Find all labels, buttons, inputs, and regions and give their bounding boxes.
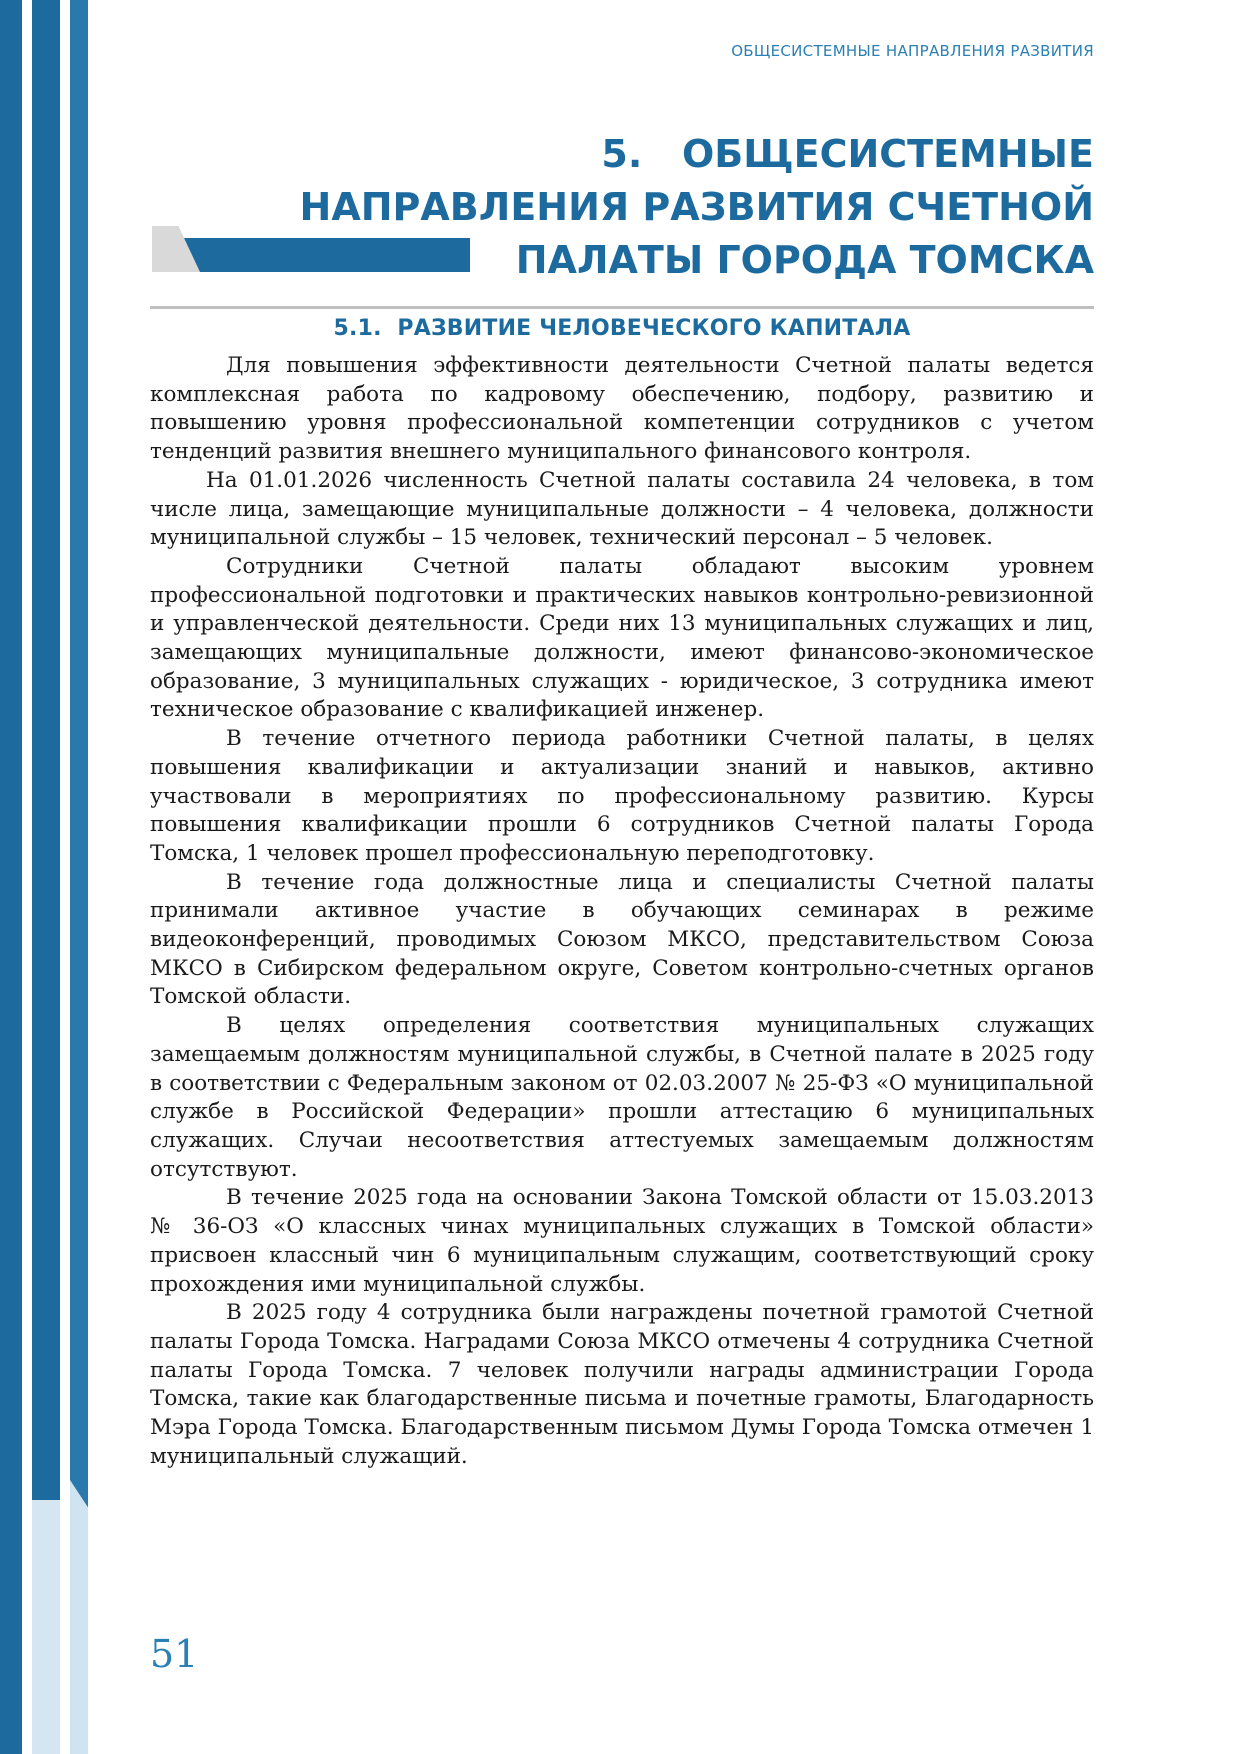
running-head: ОБЩЕСИСТЕМНЫЕ НАПРАВЛЕНИЯ РАЗВИТИЯ: [731, 42, 1094, 60]
paragraph-3: Сотрудники Счетной палаты обладают высоким уровнем профессиональной подготовки и практических навыков контрольно-ревизионной и управленческой деятельности. Среди них 13 муниципальных служащих и лиц, замещающих муниципальные должности, имеют финансово-экономическое образование, 3 муниципальных служащих - юридическое, 3 сотрудника имеют техническое образование с квалификацией инженер.: [150, 553, 1094, 723]
paragraph-4: В течение отчетного периода работники Счетной палаты, в целях повышения квалификации и актуализации знаний и навыков, активно участвовали в мероприятиях по профессиональному развитию. Курсы повышения квалификации прошли 6 сотрудников Счетной палаты Города Томска, 1 человек прошел профессиональную переподготовку.: [150, 726, 1094, 866]
side-stripe-pale-3: [70, 1480, 88, 1754]
section-title: 5.1. РАЗВИТИЕ ЧЕЛОВЕЧЕСКОГО КАПИТАЛА: [333, 316, 911, 341]
chapter-title-line-2: НАПРАВЛЕНИЯ РАЗВИТИЯ СЧЕТНОЙ: [299, 185, 1094, 229]
paragraph-6: В целях определения соответствия муниципальных служащих замещаемым должностям муниципальной службы, в Счетной палате в 2025 году в соответствии с Федеральным законом от 02.03.2007 № 25-ФЗ «О муниципальной службе в Российской Федерации» прошли аттестацию 6 муниципальных служащих. Случаи несоответствия аттестуемых замещаемым должностям отсутствуют.: [150, 1013, 1094, 1182]
chapter-title-line-3: ПАЛАТЫ ГОРОДА ТОМСКА: [515, 238, 1094, 282]
paragraph-2: На 01.01.2026 численность Счетной палаты составила 24 человека, в том числе лица, замещающие муниципальные должности – 4 человека, должности муниципальной службы – 15 человек, технический персонал – 5 человек.: [150, 467, 1094, 551]
paragraph-7: В течение 2025 года на основании Закона Томской области от 15.03.2013 № 36-ОЗ «О классных чинах муниципальных служащих в Томской области» присвоен классный чин 6 муниципальным служащим, соответствующий сроку прохождения ими муниципальной службы.: [150, 1185, 1094, 1297]
side-stripe-gap-2: [60, 0, 70, 1754]
paragraph-8: В 2025 году 4 сотрудника были награждены почетной грамотой Счетной палаты Города Томска. Наградами Союза МКСО отмечены 4 сотрудника Счетной палаты Города Томска. 7 человек получили награды администрации Города Томска, такие как благодарственные письма и почетные грамоты, Благодарность Мэра Города Томска. Благодарственным письмом Думы Города Томска отмечен 1 муниципальный служащий.: [150, 1300, 1094, 1469]
side-stripe-gap-1: [22, 0, 32, 1754]
side-stripe-pale-2: [32, 1500, 60, 1754]
side-stripe-2: [32, 0, 60, 1754]
paragraph-1: Для повышения эффективности деятельности Счетной палаты ведется комплексная работа по кадровому обеспечению, подбору, развитию и повышению уровня профессиональной компетенции сотрудников с учетом тенденций развития внешнего муниципального финансового контроля.: [150, 353, 1094, 465]
side-stripe-1: [0, 0, 22, 1754]
chapter-title: [194, 128, 1094, 287]
paragraph-5: В течение года должностные лица и специалисты Счетной палаты принимали активное участие в обучающих семинарах в режиме видеоконференций, проводимых Союзом МКСО, представительством Союза МКСО в Сибирском федеральном округе, Советом контрольно-счетных органов Томской области.: [150, 869, 1094, 1010]
page-number: 51: [150, 1632, 199, 1676]
body-text: [150, 352, 1094, 1471]
chapter-title-line-1: 5. ОБЩЕСИСТЕМНЫЕ: [601, 132, 1094, 176]
divider-rule: [150, 306, 1094, 309]
